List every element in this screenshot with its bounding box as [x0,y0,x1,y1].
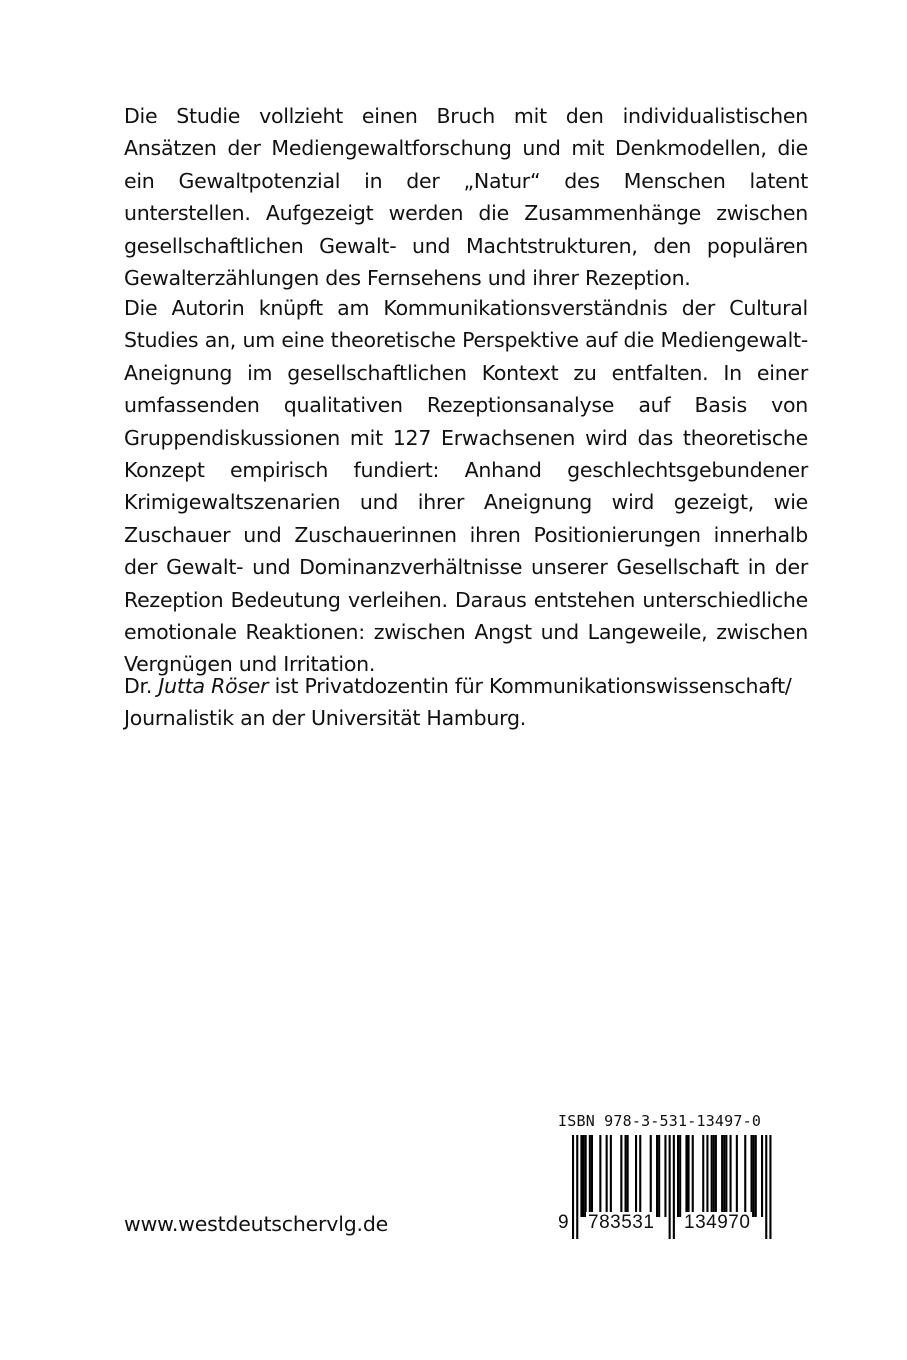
barcode-bar [583,1135,585,1217]
barcode-bar [706,1135,708,1217]
publisher-url[interactable]: www.westdeutschervlg.de [124,1212,389,1236]
barcode-bar [572,1135,574,1239]
barcode-bar [606,1135,608,1217]
barcode-bar [591,1135,593,1217]
author-name: Jutta Röser [158,674,269,698]
barcode-bar [585,1135,587,1217]
barcode-bar [669,1135,671,1239]
barcode-bar [721,1135,723,1217]
author-description: ist Privatdozentin für Kommunikationswissenschaft/ Journalistik an der Universität Hamburg. [124,674,792,731]
barcode-bar [761,1135,763,1217]
barcode-bar [599,1135,601,1217]
barcode-bar [650,1135,652,1217]
barcode-bar [715,1135,717,1217]
barcode-bar [677,1135,679,1217]
barcode-bar [755,1135,757,1217]
barcode-bar [692,1135,694,1217]
description-paragraph-1: Die Studie vollzieht einen Bruch mit den individualistischen Ansätzen der Mediengewaltforschung und mit Denkmodellen, die ein Gewaltpotenzial in der „Natur“ des Menschen latent unterstellen. Aufgezeigt werden die Zusammenhänge zwischen gesellschaftlichen Gewalt- und Machtstrukturen, den populären Gewalterzählungen des Fernsehens und ihrer Rezeption. [124,104,808,291]
barcode-bar [576,1135,578,1239]
barcode-bar [625,1135,627,1217]
author-prefix: Dr. [124,674,153,698]
barcode-bar [711,1135,713,1217]
barcode-bar [744,1135,746,1217]
barcode-bar [664,1135,666,1217]
barcode-bar [673,1135,675,1239]
barcode-digit-group-2: 134970 [684,1212,751,1233]
barcode-bar [610,1135,612,1217]
description-paragraph-2: Die Autorin knüpft am Kommunikationsverständnis der Cultural Studies an, um eine theoretische Perspektive auf die Mediengewalt-Aneignung im gesellschaftlichen Kontext zu entfalten. In einer umfassenden qualitativen Rezeptionsanalyse auf Basis von Gruppendiskussionen mit 127 Erwachsenen wird das theoretische Konzept empirisch fundiert: Anhand geschlechtsgebundener Krimigewaltszenarien und ihrer Aneignung wird gezeigt, wie Zuschauer und Zuschauerinnen ihren Positionierungen innerhalb der Gewalt- und Dominanzverhältnisse unserer Gesellschaft in der Rezeption Bedeutung verleihen. Daraus entstehen unterschiedliche emotionale Reaktionen: zwischen Angst und Langeweile, zwischen Vergnügen und Irritation. [124,296,808,677]
isbn-label: ISBN 978-3-531-13497-0 [558,1112,762,1130]
barcode-bar [751,1135,753,1217]
barcode-bar [702,1135,704,1217]
barcode-bar [736,1135,738,1217]
barcode-bar [730,1135,732,1217]
barcode-bar [658,1135,660,1217]
barcode-bar [627,1135,629,1217]
barcode-digit-first: 9 [558,1212,570,1233]
barcode-bar [685,1135,687,1217]
barcode-bar [635,1135,637,1217]
barcode-bar [589,1135,591,1217]
barcode-bar [713,1135,715,1217]
barcode-bar [580,1135,582,1217]
author-bio [124,670,808,735]
barcode-bar [723,1135,725,1217]
barcode-bar [725,1135,727,1217]
barcode-bar [688,1135,690,1217]
barcode-bar [620,1135,622,1217]
barcode-bar [639,1135,641,1217]
barcode-bar [656,1135,658,1217]
barcode-bar [765,1135,767,1239]
barcode-bar [679,1135,681,1217]
barcode-bar [769,1135,771,1239]
barcode-digit-group-1: 783531 [588,1212,655,1233]
barcode-bar [753,1135,755,1217]
